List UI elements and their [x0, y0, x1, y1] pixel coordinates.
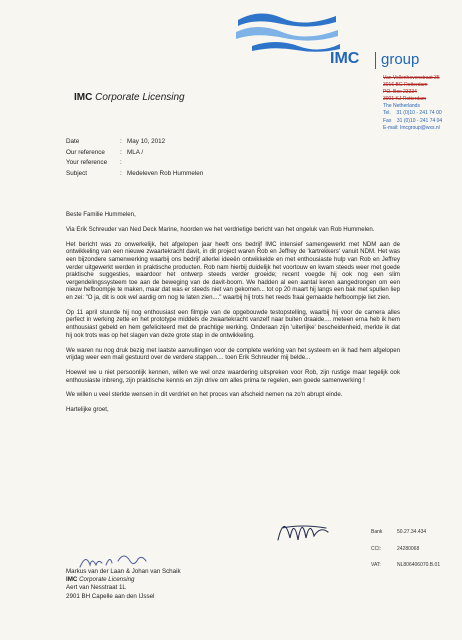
- contact-line: Fax 31 (0)10 - 241 74 04: [383, 117, 443, 124]
- letter-body: [66, 211, 400, 421]
- headline-division: Corporate Licensing: [95, 92, 185, 103]
- paragraph: Het bericht was zo onwerkelijk, het afgelopen jaar heeft ons bedrijf IMC intensief samengewerkt met NDM aan de ontwikkeling van een nieuwe zwaartekracht davit, in dit project waren Rob en Jeffrey de 'kartrekkers' vanuit NDM. Het was een bijzondere samenwerking waarbij ons bedrijf allerlei ideeën ontwikkelde en met enthousiaste hulp van Rob en Jeffrey verder uitgewerkt werden in praktische producten. Rob nam hierbij duidelijk het voortouw en kwam steeds weer met goede praktische suggesties, waardoor het ontwerp steeds verder groeide; recent voegde hij ook nog een slim vergendelingssysteem toe aan de beweging van de davit-boom. We hadden al een aantal keren aangedrongen om een nieuw hefboompje te maken, maar dat was er steeds niet van gekomen... tot op 20 maart hij langs een bak met spullen liep en zei: "O ja, dit is ook wel aardig om nog te laten zien...." waarbij hij trots het reeds fraai gemaakte hefboompje liet zien.: [66, 240, 400, 301]
- struck-address-line: 3001 KJ Rotterdam: [383, 96, 427, 103]
- headline-company: IMC: [74, 92, 93, 103]
- brand-suffix: group: [381, 51, 420, 68]
- closing: Hartelijke groet,: [66, 406, 109, 414]
- address-country: The Netherlands: [383, 103, 420, 110]
- brand-name: IMC: [330, 50, 360, 67]
- paragraph: Via Erik Schreuder van Ned Deck Marine, hoorden we het verdrietige bericht van het ongeluk van Rob Hummelen.: [66, 225, 375, 233]
- brand-divider: [375, 52, 376, 69]
- contact-line: Tel. 31 (0)10 - 241 74 00: [383, 110, 442, 117]
- paragraph: Hoewel we u niet persoonlijk kennen, willen we wel onze waardering uitspreken voor Rob, zijn rustige maar tegelijk ook enthousiaste inbreng, zijn praktische kennis en zijn drive om alles prima te regelen, een goede samenwerking !: [66, 368, 400, 384]
- sender-city: 2901 BH Capelle aan den IJssel: [66, 592, 155, 600]
- sender-company: IMC Corporate Licensing: [66, 576, 135, 584]
- struck-address-line: 3016 BG Rotterdam: [383, 82, 428, 89]
- letter-headline: [74, 92, 185, 103]
- contact-line: E-mail: Imcgroup@wxs.nl: [383, 124, 440, 131]
- imc-wave-logo: [232, 6, 342, 52]
- sender-street: Aert van Nesstraat 1L: [66, 584, 126, 592]
- paragraph: We waren nu nog druk bezig met laatste aanvullingen voor de complete werking van het systeem en ik had hem afgelopen vrijdag weer een mail gestuurd over de verdere stappen.... toen Erik Schreuder mij belde...: [66, 346, 400, 362]
- letterhead-address: [383, 75, 442, 132]
- struck-address-line: PO. Box 23334: [383, 89, 417, 96]
- sender-block: [66, 568, 181, 601]
- sender-names: Markus van der Laan & Johan van Schaik: [66, 568, 181, 575]
- handwritten-signature: [272, 510, 334, 550]
- struck-address-line: Van Vollenhovenstraat 35: [383, 75, 440, 81]
- paragraph: Op 11 april stuurde hij nog enthousiast een filmpje van de opgebouwde testopstelling, waarbij hij voor de camera alles perfect in werking zette en het prototype middels de zwaartekracht vanzelf naar buiten draaide.... meteen erna heb ik hem enthousiast gebeld en hem gefeliciteerd met de prachtige werking. Onderaan zijn 'uiterlijke' bescheidenheid, merkte ik dat hij ook trots was op het slagen van deze grote stap in de ontwikkeling.: [66, 308, 400, 339]
- salutation: Beste Familie Hummelen,: [66, 211, 136, 218]
- paragraph: We willen u veel sterkte wensen in dit verdriet en het proces van afscheid nemen na zo'n abrupt einde.: [66, 391, 343, 399]
